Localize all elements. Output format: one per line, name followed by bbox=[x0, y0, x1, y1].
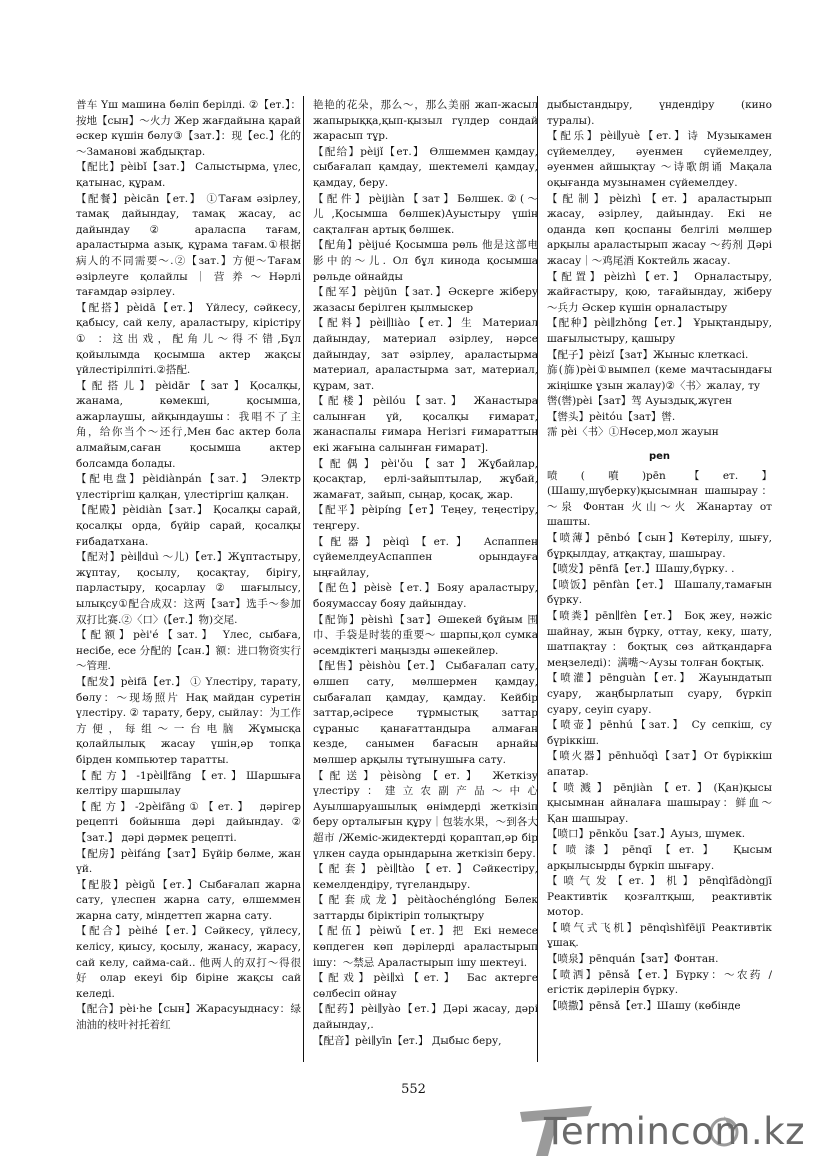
column-divider bbox=[537, 96, 538, 1062]
dictionary-entry: 【喷粪】pēn∥fèn【ет.】 Боқ жеу, нәжіс шайнау, жын бүрку, оттау, кеку, шату, шатпақтау：боқтық сөз айтқандарға меңзеледі)：满嘴～Аузы толған боқтық. bbox=[547, 610, 772, 669]
dictionary-entry: 【喷口】pēnkǒu【зат.】Ауыз, шүмек. bbox=[547, 828, 746, 841]
dictionary-entry: 【配对】pèi∥duì ～儿)【ет.】Жұптастыру, жұптау, қосылу, қосақтау, бірігу, парластыру, қосарлау ② шағылысу, ылықсу①配合成双：这两【зат】选手～参加双打比赛.②〈口〉(【ет.】物)交尾. bbox=[76, 551, 301, 626]
dictionary-entry: 【配件】pèijiàn【зат】Бөлшек.②(～儿,Қосымша бөлшек)Ауыстыру үшін сақталған артық бөлшек. bbox=[313, 192, 538, 236]
dictionary-entry: 【配售】pèishòu【ет.】 Сыбағалап сату, өлшеп сату, мөлшермен қамдау, сыбағалап қамдау, қамдау. Кейбір заттар,әсіресе тұрмыстық заттар сұраныс қанағаттандыра алмаған кезде, санымен бағасын арнайы мөлшер арқылы тұтынушыға сату. bbox=[313, 660, 538, 766]
dictionary-entry: 【配置】pèizhì【ет.】 Орналастыру, жайғастыру, қою, тағайындау, жіберу ～兵力 Әскер күшін орналастыру bbox=[547, 270, 772, 314]
dictionary-column-3 bbox=[547, 98, 772, 1058]
dictionary-entry: 【配方】-1pèi∥fāng【ет.】Шаршыға келтіру шаршылау bbox=[76, 769, 301, 798]
dictionary-entry: 普车 Үш машина бөліп берілді. ②【ет.】：按地【сын】～火力 Жер жағдайына қарай әскер күшін бөлу③【зат.】：现【ес.】化的～Заманові жабдықтар. bbox=[76, 99, 301, 158]
dictionary-entry: 【配楼】pèilóu【зат.】 Жанастыра салынған үй, қосалқы ғимарат, жанаспалы ғимара Негізгі ғимараттың екі жағына салынған ғимарат]. bbox=[313, 395, 538, 455]
dictionary-entry: 辔(辔)pèi【зат】驾 Ауыздық,жүген bbox=[547, 395, 733, 408]
dictionary-entry: 旆(旆)pèi①вымпел (кеме мачтасындағы жіңішке ұзын жалау)②〈书〉жалау, ту bbox=[547, 364, 772, 392]
page-number: 552 bbox=[401, 1082, 426, 1097]
dictionary-entry: дыбыстандыру, үндендіру (кино туралы). bbox=[547, 99, 772, 127]
site-logo[interactable] bbox=[518, 1102, 818, 1158]
dictionary-entry: 【喷薄】pēnbó【сын】Көтерілу, шығу, бұрқылдау, атқақтау, шашырау. bbox=[547, 532, 772, 560]
dictionary-entry: 【配房】pèifáng【зат】Бүйір бөлме, жан үй. bbox=[76, 847, 301, 876]
dictionary-entry: 【配乐】pèi∥yuè【ет.】诗 Музыкамен сүйемелдеу, әуенмен сүйемелдеу, әуенмен айшықтау ～诗歌朗诵 Мақала оқығанда музынамен сүйемелдеу. bbox=[547, 130, 772, 189]
dictionary-entry: 【配偶】pèi'ǒu【зат】Жұбайлар, қосақтар, ерлі-зайыптылар, жұбай, жамағат, зайып, сыңар, қосақ, жар. bbox=[313, 457, 538, 501]
dictionary-entry: 【配给】pèijǐ【ет.】 Өлшеммен қамдау, сыбағалап қамдау, шектемелі қамдау, қамдау, беру. bbox=[313, 145, 538, 189]
dictionary-entry: 【配种】pèi∥zhǒng【ет.】 Ұрықтандыру, шағылыстыру, қашыру bbox=[547, 317, 772, 345]
dictionary-entry: 【配方】-2pèifāng①【ет.】 дәрігер рецепті бойынша дәрі дайындау.②【зат.】 дәрі дәрмек рецепті. bbox=[76, 800, 301, 844]
dictionary-entry: 【配搭】pèidā【ет.】 Үйлесу, сәйкесу, қабысу, сай келу, араластыру, кірістіру ① ：这出戏，配角儿～得不错,Бұл қойылымда қосымша актер жақсы үйлестірілпіті.②搭配. bbox=[76, 301, 301, 377]
dictionary-entry: 【配平】pèipíng【ет】Теңеу, теңестіру, теңгеру. bbox=[313, 504, 538, 533]
dictionary-entry: 【喷壶】pēnhú【зат.】 Су сепкіш, су бүріккіш. bbox=[547, 719, 772, 747]
dictionary-entry: 【喷发】pēnfā【ет.】Шашу,бүрку. . bbox=[547, 563, 735, 576]
dictionary-entry: 【配发】pèifā【ет.】 ① Үлестіру, тарату, бөлу：～现场照片 Нақ майдан суретін үлестіру. ② тарату, беру, сыйлау：为工作方便，每组～一台电脑 Жұмысқа қолайлылық жасау үшін,әр топқа бірден компьютер таратты. bbox=[76, 675, 301, 766]
dictionary-entry: 【配额】pèi'é【зат.】 Үлес, сыбаға, несібе, есе 分配的【сан.】额：进口物资实行～管理. bbox=[76, 629, 301, 673]
dictionary-entry: 【喷灌】pēnguàn【ет.】 Жауындатып суару, жаңбырлатып суару, бүркіп суару, сеуіп суару. bbox=[547, 672, 772, 716]
dictionary-entry: 【配电盘】pèidiànpán【зат.】 Электр үлестіргіш қалқан, үлестіргіш қалқан. bbox=[76, 473, 301, 501]
dictionary-entry: 【配套】pèi∥tào【ет.】Сәйкестіру, кемелдендіру, түгеландыру. bbox=[313, 863, 538, 891]
dictionary-entry: 【喷撒】pēnsǎ【ет.】Шашу (көбінде bbox=[547, 999, 741, 1012]
logo-text: Termincom.kz bbox=[544, 1110, 806, 1153]
dictionary-entry: 【配殿】pèidiàn【зат.】 Қосалқы сарай, қосалқы орда, бүйір сарай, қосалқы ғибадатхана. bbox=[76, 504, 301, 548]
dictionary-entry: 【配制】pèizhì【ет.】араластырып жасау, әзірлеу, дайындау. Екі не оданда көп қоспаны белгілі мөлшер арқылы араластырып жасау ～药剂 Дәрі жасау｜～鸡尾酒 Коктейль жасау. bbox=[547, 192, 772, 267]
dictionary-entry: 艳艳的花朵，那么～，那么美丽 жап-жасыл жапырыққа,қып-қызыл гүлдер сондай жарасып тұр. bbox=[313, 99, 538, 143]
dictionary-entry: 【配器】pèiqì【ет.】 Аспаппен сүйемелдеуАспаппен орындауға ыңғайлау, bbox=[313, 535, 538, 579]
dictionary-entry: 【喷洒】pēnsǎ【ет.】Бүрку：～农药 /егістік дәрілерін бүрку. bbox=[547, 968, 772, 997]
dictionary-entry: 【喷气发【ет.】机】pēnqìfādòngjī Реактивтік қозғалтқыш, реактивтік мотор. bbox=[547, 875, 772, 919]
dictionary-entry: 【配合】pèihé【ет.】Сәйкесу, үйлесу, келісу, қиысу, қосылу, жанасу, жарасу, сай келу, сайма-сай.. 他两人的双打～得很好 олар екеуі бір біріне жақсы сай келеді. bbox=[76, 925, 301, 1000]
dictionary-entry: 【配音】pèi∥yīn【ет.】 Дыбыс беру, bbox=[313, 1034, 502, 1047]
dictionary-entry: 【配子】pèizǐ【зат】Жыныс клеткасі. bbox=[547, 348, 749, 361]
dictionary-entry: 喷(噴)pēn【ет.】(Шашу,шүберку)қысымнан шашырау：～泉 Фонтан 火山～火 Жанартау от шашты. bbox=[547, 469, 772, 529]
dictionary-entry: 【配药】pèi∥yào【ет.】Дәрі жасау, дәрі дайындау,. bbox=[313, 1003, 538, 1032]
dictionary-entry: 【配色】pèisè【ет.】Бояу араластыру, бояумассау бояу дайындау. bbox=[313, 582, 538, 610]
dictionary-entry: 【喷漆】pēnqī【ет.】 Қысым арқылысырды бүркіп шығару. bbox=[547, 843, 772, 872]
dictionary-entry: 【辔头】pèitóu【зат】辔. bbox=[547, 410, 676, 423]
dictionary-entry: 霈 pèi〈书〉①Нөсер,мол жауын bbox=[547, 426, 719, 439]
dictionary-entry: 【配股】pèigǔ【ет.】Сыбағалап жарна сату, үлеспен жарна сату, өлшеммен жарна сату, міндеттеп жарна сату. bbox=[76, 878, 301, 922]
dictionary-entry: 【配比】pèibǐ【зат.】 Салыстырма, үлес, қатынас, құрам. bbox=[76, 161, 301, 189]
dictionary-entry: 【配饰】pèishì【зат】Әшекей бұйым 围巾、手袋是时装的重要～ шарпы,қол сумка әсемдіктегі маңызды әшекейлер. bbox=[313, 613, 538, 657]
dictionary-entry: 【配合】pèi·he【сын】Жарасуыднасу：绿油油的枝叶衬托着红 bbox=[76, 1003, 301, 1032]
dictionary-entry: 【喷溅】pēnjiàn【ет.】(Қан)қысы қысымнан айналаға шашырау：鲜血～Қан шашырау. bbox=[547, 781, 772, 825]
dictionary-entry: 【喷饭】pēnfàn【ет.】 Шашалу,тамағын бүрку. bbox=[547, 578, 772, 607]
dictionary-entry: 【配戏】pèi∥xì【ет.】 Бас актерге сөлбесіп ойнау bbox=[313, 972, 538, 1000]
dictionary-entry: 【配伍】pèiwǔ【ет.】把 Екі немесе көпдеген көп дәрілерді араластырып ішу：～禁忌 Араластырып ішу шектеуі. bbox=[313, 925, 538, 969]
dictionary-entry: 【配角】pèijué Қосымша рөль 他是这部电影中的～儿. Ол бұл кинода қосымша рөльде ойнайды bbox=[313, 239, 538, 283]
dictionary-entry: 【配餐】pèicān【ет.】 ①Тағам әзірлеу, тамақ дайындау, тамақ жасау, ас дайындау ② араласпа тағам, араластырма азық, құрама тағам.①根据病人的不同需要～.②【зат.】方便～Тағам әзірлеуге қолайлы｜营养～Нәрлі тағамдар әзірлеу. bbox=[76, 192, 301, 299]
dictionary-column-2 bbox=[313, 98, 538, 1058]
dictionary-column-1 bbox=[76, 98, 301, 1058]
column-divider bbox=[303, 96, 304, 1062]
dictionary-entry: 【喷泉】pēnquán【зат】Фонтан. bbox=[547, 953, 719, 966]
dictionary-entry: 【配送】pèisòng【ет.】 Жеткізу үлестіру：建立农副产品～中心 Ауылшаруашылық өнімдерді жеткізіп беру орталығын құру｜包装水果，～到各大超市 /Жеміс-жидектерді қораптап,әр бір үлкен сауда орындарына жеткізіп беру. bbox=[313, 769, 538, 860]
dictionary-entry: 【喷气式飞机】pēnqìshìfēijī Реактивтік ұшақ. bbox=[547, 921, 772, 950]
dictionary-entry: 【配套成龙】pèitàochénglóng Бөлек заттарды біріктіріп толықтыру bbox=[313, 894, 538, 922]
dictionary-entry: 【喷火器】pēnhuǒqì【зат】От бүріккіш апатар. bbox=[547, 750, 772, 778]
dictionary-entry: 【配料】pèi∥liào【ет.】生 Материал дайындау, материал әзірлеу, нәрсе дайындау, зат әзірлеу, араластырма материал, араластырма зат, материал, құрам, зат. bbox=[313, 317, 538, 392]
section-heading: pen bbox=[648, 451, 671, 463]
dictionary-entry: 【配军】pèijūn【зат.】Әскерге жіберу жазасы берілген қылмыскер bbox=[313, 286, 538, 314]
dictionary-entry: 【配搭儿】pèidār【зат】Қосалқы, жанама, көмекші, қосымша, ажарлаушы, айқындаушы：我唱不了主角，给你当个～还行,Мен бас актер бола алмайым,саған қосымша актер болсамда болады. bbox=[76, 379, 301, 470]
